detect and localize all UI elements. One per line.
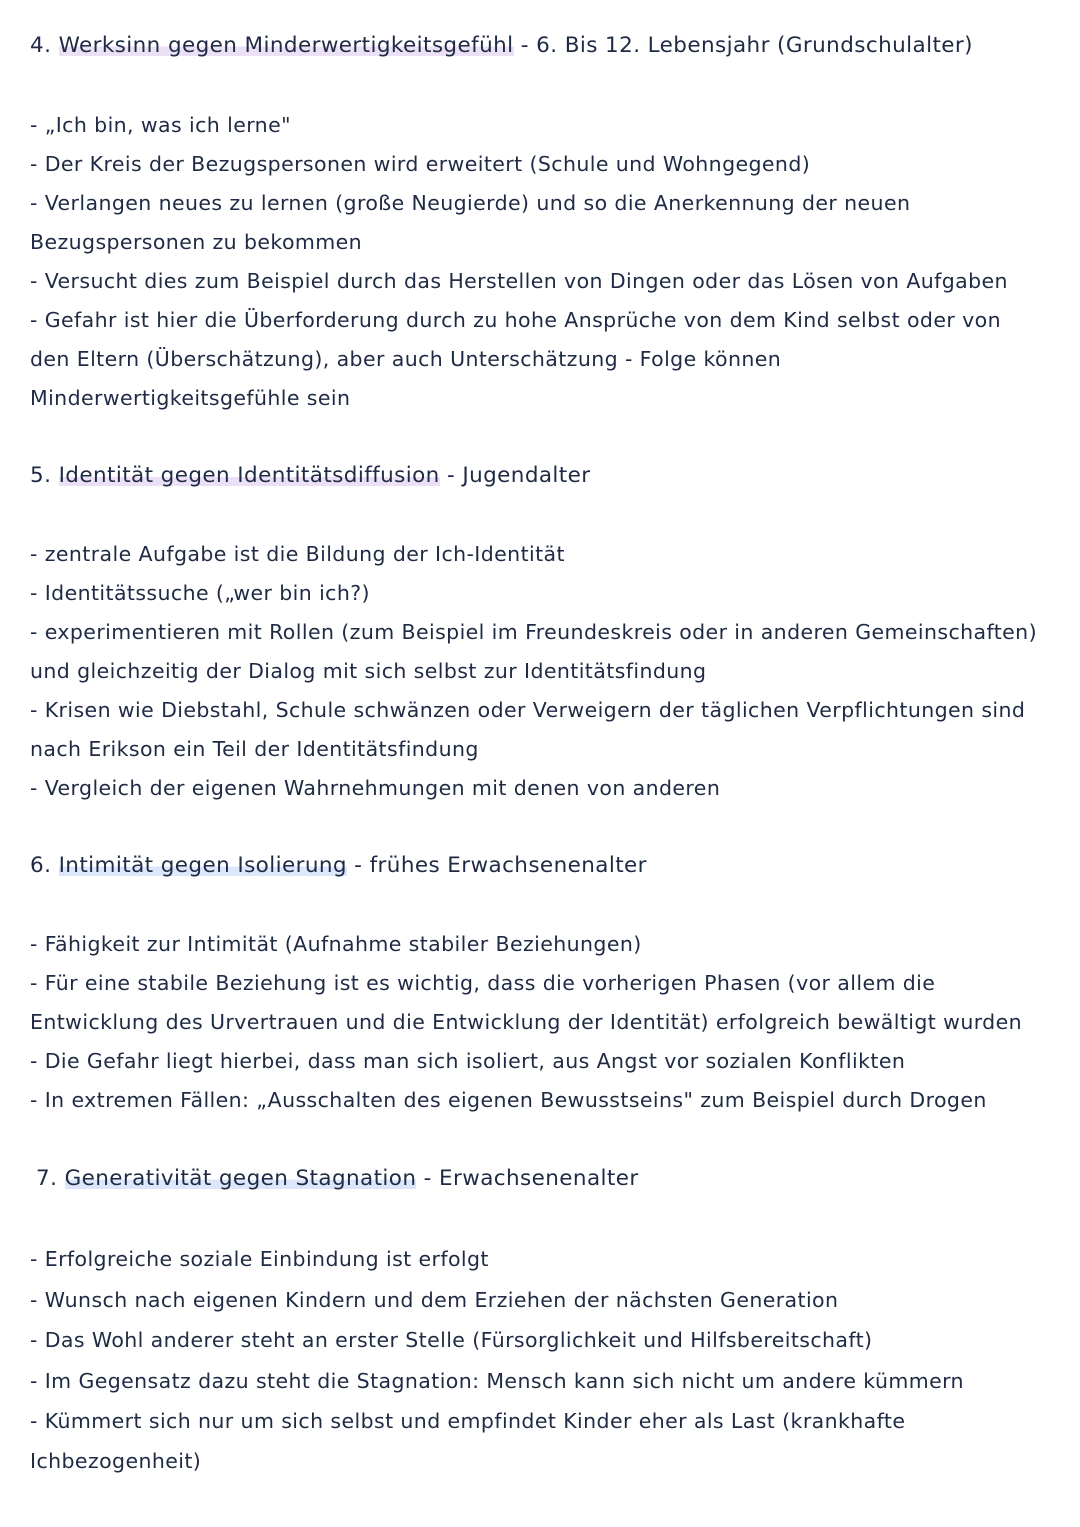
section-6-heading: [30, 852, 1060, 880]
section-4-heading: [30, 32, 1060, 60]
list-item: - Fähigkeit zur Intimität (Aufnahme stabiler Beziehungen): [30, 932, 642, 956]
list-item: - Vergleich der eigenen Wahrnehmungen mit denen von anderen: [30, 776, 721, 800]
list-item: Ichbezogenheit): [30, 1449, 202, 1473]
list-item: - Wunsch nach eigenen Kindern und dem Erziehen der nächsten Generation: [30, 1288, 839, 1312]
list-item: - Gefahr ist hier die Überforderung durch zu hohe Ansprüche von dem Kind selbst oder von: [30, 308, 1001, 332]
list-item: - Die Gefahr liegt hierbei, dass man sich isoliert, aus Angst vor sozialen Konflikten: [30, 1049, 906, 1073]
list-item: - Im Gegensatz dazu steht die Stagnation: Mensch kann sich nicht um andere kümmern: [30, 1369, 964, 1393]
section-number: 5.: [30, 463, 52, 488]
section-age: - Jugendalter: [439, 463, 591, 488]
section-7-heading: [36, 1165, 1060, 1193]
section-age: - Erwachsenenalter: [416, 1166, 639, 1191]
section-number: 6.: [30, 853, 52, 878]
list-item: Bezugspersonen zu bekommen: [30, 230, 363, 254]
list-item: - experimentieren mit Rollen (zum Beispiel im Freundeskreis oder in anderen Gemeinschaften): [30, 620, 1037, 644]
list-item: den Eltern (Überschätzung), aber auch Unterschätzung - Folge können: [30, 347, 782, 371]
section-number: 4.: [30, 33, 52, 58]
section-title: Generativität gegen Stagnation: [64, 1166, 417, 1191]
list-item: - Versucht dies zum Beispiel durch das Herstellen von Dingen oder das Lösen von Aufgaben: [30, 269, 1008, 293]
list-item: - Für eine stabile Beziehung ist es wichtig, dass die vorherigen Phasen (vor allem die: [30, 971, 936, 995]
list-item: Entwicklung des Urvertrauen und die Entwicklung der Identität) erfolgreich bewältigt wurden: [30, 1010, 1023, 1034]
list-item: Minderwertigkeitsgefühle sein: [30, 386, 351, 410]
list-item: nach Erikson ein Teil der Identitätsfindung: [30, 737, 479, 761]
section-title: Werksinn gegen Minderwertigkeitsgefühl: [58, 33, 514, 58]
section-age: - frühes Erwachsenenalter: [346, 853, 647, 878]
section-title: Identität gegen Identitätsdiffusion: [58, 463, 440, 488]
section-age: - 6. Bis 12. Lebensjahr (Grundschulalter): [513, 33, 973, 58]
section-title: Intimität gegen Isolierung: [58, 853, 347, 878]
list-item: - Kümmert sich nur um sich selbst und empfindet Kinder eher als Last (krankhafte: [30, 1409, 906, 1433]
list-item: und gleichzeitig der Dialog mit sich selbst zur Identitätsfindung: [30, 659, 707, 683]
list-item: - „Ich bin, was ich lerne": [30, 113, 291, 137]
list-item: - Der Kreis der Bezugspersonen wird erweitert (Schule und Wohngegend): [30, 152, 811, 176]
section-5-heading: [30, 462, 1060, 490]
list-item: - Das Wohl anderer steht an erster Stelle (Fürsorglichkeit und Hilfsbereitschaft): [30, 1328, 873, 1352]
section-number: 7.: [36, 1166, 58, 1191]
list-item: - zentrale Aufgabe ist die Bildung der Ich-Identität: [30, 542, 565, 566]
list-item: - Erfolgreiche soziale Einbindung ist erfolgt: [30, 1247, 489, 1271]
list-item: - Identitätssuche („wer bin ich?): [30, 581, 370, 605]
list-item: - Verlangen neues zu lernen (große Neugierde) und so die Anerkennung der neuen: [30, 191, 911, 215]
list-item: - Krisen wie Diebstahl, Schule schwänzen oder Verweigern der täglichen Verpflichtungen sind: [30, 698, 1026, 722]
list-item: - In extremen Fällen: „Ausschalten des eigenen Bewusstseins" zum Beispiel durch Drogen: [30, 1088, 987, 1112]
